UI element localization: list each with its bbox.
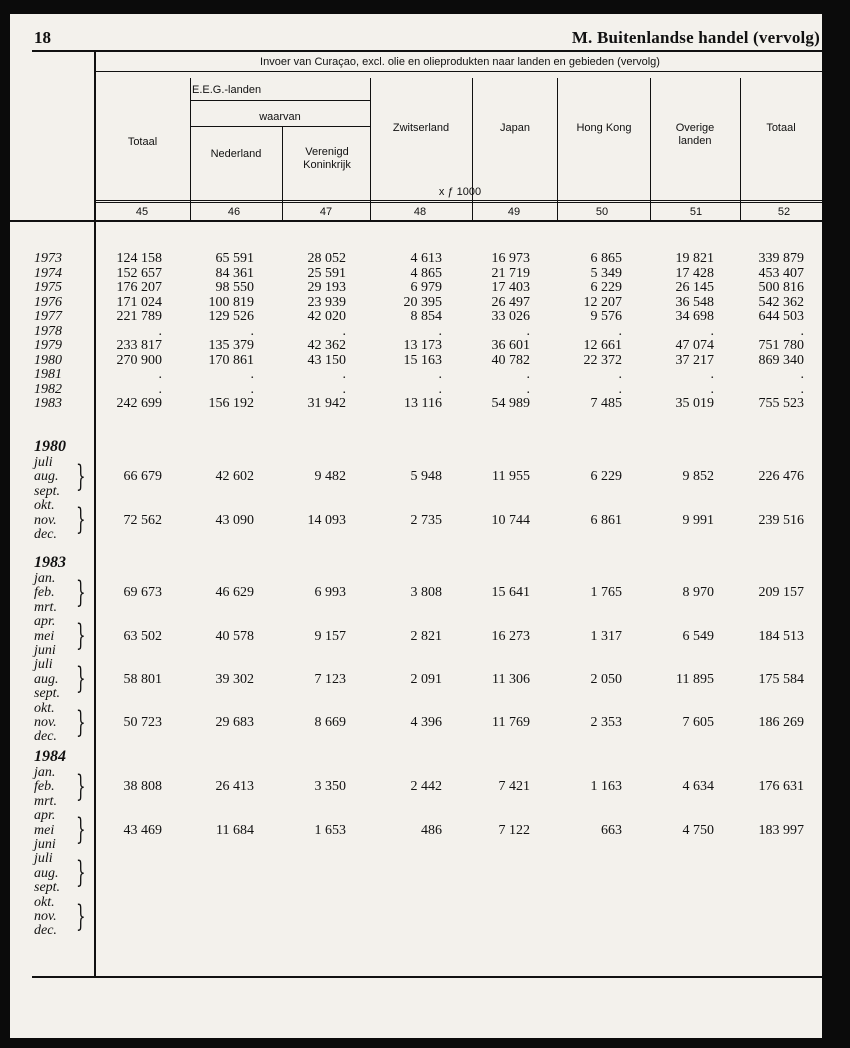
table-cell: 751 780 — [758, 338, 804, 353]
col-sep — [190, 78, 191, 222]
table-cell: 23 939 — [307, 294, 346, 310]
table-cell: 47 074 — [675, 338, 714, 353]
table-cell: 1 163 — [590, 779, 622, 795]
quarter-brace: } — [76, 459, 86, 494]
table-cell: 29 683 — [215, 715, 254, 730]
row-label-month: okt. — [34, 894, 55, 910]
table-cell: 46 629 — [215, 585, 254, 601]
table-cell: 36 601 — [491, 338, 530, 353]
table-cell: 42 362 — [307, 338, 346, 353]
table-cell: 7 123 — [314, 671, 346, 687]
period-year-heading: 1983 — [34, 554, 66, 571]
table-cell: 453 407 — [758, 265, 804, 281]
running-head: M. Buitenlandse handel (vervolg) — [571, 28, 820, 47]
table-cell: 37 217 — [675, 352, 714, 368]
table-cell: 31 942 — [307, 396, 346, 411]
table-cell: 43 090 — [215, 512, 254, 528]
table-cell: . — [342, 381, 346, 397]
row-label-month: nov. — [34, 512, 57, 528]
table-cell: 43 469 — [123, 822, 162, 838]
table-cell: 63 502 — [123, 628, 162, 644]
table-cell: 2 735 — [410, 512, 442, 528]
table-cell: . — [800, 381, 804, 397]
table-cell: . — [438, 381, 442, 397]
table-cell: 1 653 — [314, 822, 346, 838]
table-cell: . — [250, 381, 254, 397]
table-cell: 17 428 — [675, 265, 714, 281]
table-cell: 5 349 — [590, 265, 622, 281]
table-cell: 38 808 — [123, 779, 162, 795]
col-header-nederland: Nederland — [210, 148, 262, 160]
table-cell: 6 229 — [590, 280, 622, 295]
colnum-top-rule — [96, 202, 822, 203]
table-title: Invoer van Curaçao, excl. olie en olieprodukten naar landen en gebieden (vervolg) — [260, 56, 660, 68]
table-cell: 186 269 — [758, 715, 804, 730]
row-label-year: 1974 — [34, 265, 62, 281]
table-cell: 50 723 — [123, 715, 162, 730]
table-cell: 28 052 — [307, 251, 346, 266]
table-cell: . — [526, 367, 530, 382]
row-label-month: juni — [34, 837, 56, 852]
table-cell: 209 157 — [758, 585, 804, 601]
table-cell: . — [618, 367, 622, 382]
table-cell: 15 641 — [491, 585, 530, 601]
row-label-month: sept. — [34, 483, 61, 499]
row-label-month: dec. — [34, 729, 57, 745]
table-bottom-rule — [32, 976, 822, 978]
row-label-month: feb. — [34, 779, 55, 795]
table-cell: 72 562 — [123, 512, 162, 528]
table-cell: 183 997 — [758, 822, 804, 838]
col-sep — [472, 78, 473, 222]
table-cell: . — [710, 323, 714, 339]
row-label-month: sept. — [34, 686, 61, 702]
table-cell: . — [710, 367, 714, 382]
col-sep — [282, 126, 283, 222]
col-number: 49 — [507, 206, 521, 218]
col-number: 48 — [413, 206, 427, 218]
table-cell: 11 955 — [492, 469, 530, 485]
table-cell: 644 503 — [758, 309, 804, 324]
table-cell: . — [438, 323, 442, 339]
table-cell: 7 605 — [682, 715, 714, 730]
table-cell: 42 602 — [215, 469, 254, 485]
table-cell: . — [250, 323, 254, 339]
table-cell: 84 361 — [215, 265, 254, 281]
table-cell: 1 765 — [590, 585, 622, 601]
table-cell: 7 485 — [590, 396, 622, 411]
table-cell: 20 395 — [403, 294, 442, 310]
row-label-month: nov. — [34, 715, 57, 730]
unit-label: x ƒ 1000 — [438, 186, 482, 198]
col-header-overige-landen: Overige landen — [675, 122, 715, 147]
row-label-month: okt. — [34, 498, 55, 514]
table-cell: 17 403 — [491, 280, 530, 295]
row-label-month: mrt. — [34, 599, 57, 615]
table-cell: 486 — [421, 822, 442, 838]
table-cell: 9 852 — [682, 469, 714, 485]
row-label-year: 1975 — [34, 280, 62, 295]
table-cell: 12 661 — [583, 338, 622, 353]
table-cell: 12 207 — [583, 294, 622, 310]
table-top-rule — [32, 50, 822, 52]
waarvan-header: waarvan — [259, 111, 301, 123]
table-cell: 4 865 — [410, 265, 442, 281]
page-number: 18 — [34, 28, 51, 47]
row-label-month: mrt. — [34, 793, 57, 809]
period-year-heading: 1984 — [34, 748, 66, 765]
row-label-year: 1973 — [34, 251, 62, 266]
document-page — [10, 14, 822, 1038]
row-label-month: apr. — [34, 614, 56, 630]
table-cell: . — [158, 367, 162, 382]
table-cell: 171 024 — [116, 294, 162, 310]
table-cell: 135 379 — [208, 338, 254, 353]
col-number: 51 — [689, 206, 703, 218]
table-cell: 9 991 — [682, 512, 714, 528]
col-header-totaal: Totaal — [127, 136, 158, 148]
table-cell: 2 091 — [410, 671, 442, 687]
row-label-month: aug. — [34, 865, 59, 881]
col-header-zwitserland: Zwitserland — [392, 122, 450, 134]
table-cell: 6 229 — [590, 469, 622, 485]
table-cell: 1 317 — [590, 628, 622, 644]
table-cell: 11 684 — [216, 822, 254, 838]
table-cell: 34 698 — [675, 309, 714, 324]
table-cell: 6 549 — [682, 628, 714, 644]
table-cell: 663 — [601, 822, 622, 838]
row-label-month: jan. — [34, 765, 56, 780]
col-number: 45 — [135, 206, 149, 218]
table-cell: 4 613 — [410, 251, 442, 266]
table-cell: 65 591 — [215, 251, 254, 266]
table-cell: 226 476 — [758, 469, 804, 485]
table-cell: 11 895 — [676, 671, 714, 687]
row-label-year: 1977 — [34, 309, 62, 324]
quarter-brace: } — [76, 898, 86, 934]
period-year-heading: 1980 — [34, 438, 66, 455]
table-cell: 29 193 — [307, 280, 346, 295]
table-cell: 7 421 — [498, 779, 530, 795]
table-cell: 755 523 — [758, 396, 804, 411]
col-number: 52 — [777, 206, 791, 218]
col-header-totaal-2: Totaal — [766, 122, 796, 134]
table-cell: 221 789 — [116, 309, 162, 324]
eeg-header: E.E.G.-landen — [192, 84, 262, 96]
table-cell: 33 026 — [491, 309, 530, 324]
eeg-rule — [190, 100, 370, 101]
table-cell: 4 750 — [682, 822, 714, 838]
row-label-month: jan. — [34, 571, 56, 586]
table-cell: 4 396 — [410, 715, 442, 730]
col-header-verenigd-koninkrijk: Verenigd Koninkrijk — [303, 146, 351, 171]
table-cell: 3 350 — [314, 779, 346, 795]
row-label-year: 1980 — [34, 352, 62, 368]
table-cell: 36 548 — [675, 294, 714, 310]
table-cell: 6 861 — [590, 512, 622, 528]
table-cell: 10 744 — [491, 512, 530, 528]
table-cell: 500 816 — [758, 280, 804, 295]
row-label-month: sept. — [34, 880, 61, 896]
table-cell: 98 550 — [215, 280, 254, 295]
quarter-brace: } — [76, 855, 86, 891]
row-label-month: okt. — [34, 700, 55, 716]
quarter-brace: } — [76, 502, 86, 538]
table-cell: 270 900 — [116, 352, 162, 368]
table-cell: 6 979 — [410, 280, 442, 295]
col-number: 47 — [319, 206, 333, 218]
table-cell: 6 865 — [590, 251, 622, 266]
table-cell: . — [158, 381, 162, 397]
row-label-month: juli — [34, 455, 53, 470]
table-cell: 11 306 — [492, 671, 530, 687]
table-cell: 11 769 — [492, 715, 530, 730]
table-cell: . — [618, 323, 622, 339]
row-label-year: 1982 — [34, 381, 62, 397]
table-cell: 239 516 — [758, 512, 804, 528]
table-cell: 129 526 — [208, 309, 254, 324]
table-cell: 124 158 — [116, 251, 162, 266]
table-cell: 339 879 — [758, 251, 804, 266]
row-label-month: aug. — [34, 671, 59, 687]
table-cell: 8 970 — [682, 585, 714, 601]
table-cell: 233 817 — [116, 338, 162, 353]
table-cell: 9 576 — [590, 309, 622, 324]
table-cell: 3 808 — [410, 585, 442, 601]
table-cell: 13 116 — [404, 396, 442, 411]
table-cell: 40 578 — [215, 628, 254, 644]
row-label-month: feb. — [34, 585, 55, 601]
colnum-bottom-rule — [10, 220, 822, 222]
row-label-month: dec. — [34, 923, 57, 939]
table-cell: 19 821 — [675, 251, 714, 266]
table-cell: 43 150 — [307, 352, 346, 368]
table-cell: 4 634 — [682, 779, 714, 795]
table-cell: 40 782 — [491, 352, 530, 368]
table-cell: 22 372 — [583, 352, 622, 368]
row-label-year: 1976 — [34, 294, 62, 310]
table-cell: 542 362 — [758, 294, 804, 310]
table-cell: 25 591 — [307, 265, 346, 281]
row-label-year: 1981 — [34, 367, 62, 382]
table-cell: 242 699 — [116, 396, 162, 411]
table-cell: 176 631 — [758, 779, 804, 795]
table-cell: 170 861 — [208, 352, 254, 368]
table-cell: 175 584 — [758, 671, 804, 687]
table-cell: 2 442 — [410, 779, 442, 795]
table-cell: 184 513 — [758, 628, 804, 644]
table-cell: 2 821 — [410, 628, 442, 644]
quarter-brace: } — [76, 618, 86, 654]
header-bottom-rule — [96, 200, 822, 201]
table-cell: . — [526, 381, 530, 397]
col-sep — [740, 78, 741, 222]
row-label-month: juli — [34, 851, 53, 867]
row-label-month: dec. — [34, 527, 57, 542]
table-cell: 66 679 — [123, 469, 162, 485]
table-cell: 7 122 — [498, 822, 530, 838]
table-cell: 13 173 — [403, 338, 442, 353]
table-cell: 8 669 — [314, 715, 346, 730]
table-cell: . — [342, 323, 346, 339]
table-cell: . — [342, 367, 346, 382]
quarter-brace: } — [76, 769, 86, 804]
col-header-hong-kong: Hong Kong — [576, 122, 632, 134]
quarter-brace: } — [76, 812, 86, 848]
table-cell: 9 482 — [314, 469, 346, 485]
table-cell: 16 973 — [491, 251, 530, 266]
col-sep — [370, 78, 371, 222]
table-cell: 69 673 — [123, 585, 162, 601]
table-cell: 39 302 — [215, 671, 254, 687]
table-cell: 176 207 — [116, 280, 162, 295]
table-cell: 152 657 — [116, 265, 162, 281]
table-cell: 156 192 — [208, 396, 254, 411]
col-number: 46 — [227, 206, 241, 218]
table-cell: 21 719 — [491, 265, 530, 281]
table-cell: . — [618, 381, 622, 397]
table-cell: 2 353 — [590, 715, 622, 730]
table-cell: 58 801 — [123, 671, 162, 687]
row-label-year: 1978 — [34, 323, 62, 339]
row-label-year: 1983 — [34, 396, 62, 411]
quarter-brace: } — [76, 575, 86, 610]
table-cell: 15 163 — [403, 352, 442, 368]
table-cell: . — [526, 323, 530, 339]
table-cell: . — [800, 367, 804, 382]
table-cell: . — [158, 323, 162, 339]
table-cell: 8 854 — [410, 309, 442, 324]
col-number: 50 — [595, 206, 609, 218]
row-label-month: juli — [34, 657, 53, 673]
table-cell: 9 157 — [314, 628, 346, 644]
table-cell: 35 019 — [675, 396, 714, 411]
table-cell: 14 093 — [307, 512, 346, 528]
row-label-month: mei — [34, 822, 55, 838]
row-label-month: mei — [34, 628, 55, 644]
table-cell: 100 819 — [208, 294, 254, 310]
table-cell: 26 497 — [491, 294, 530, 310]
row-label-month: nov. — [34, 909, 57, 924]
title-rule — [96, 71, 822, 72]
col-sep — [650, 78, 651, 222]
row-label-year: 1979 — [34, 338, 62, 353]
row-label-month: apr. — [34, 808, 56, 824]
row-label-month: aug. — [34, 469, 59, 485]
quarter-brace: } — [76, 661, 86, 697]
table-cell: 869 340 — [758, 352, 804, 368]
table-cell: . — [710, 381, 714, 397]
table-cell: 26 413 — [215, 779, 254, 795]
table-cell: 2 050 — [590, 671, 622, 687]
waarvan-rule — [190, 126, 370, 127]
table-cell: 42 020 — [307, 309, 346, 324]
table-cell: . — [438, 367, 442, 382]
table-cell: . — [250, 367, 254, 382]
table-cell: 54 989 — [491, 396, 530, 411]
col-sep — [557, 78, 558, 222]
table-cell: 5 948 — [410, 469, 442, 485]
table-cell: 16 273 — [491, 628, 530, 644]
row-label-month: juni — [34, 643, 56, 658]
quarter-brace: } — [76, 704, 86, 740]
table-cell: 26 145 — [675, 280, 714, 295]
col-header-japan: Japan — [500, 122, 530, 134]
table-cell: . — [800, 323, 804, 339]
table-cell: 6 993 — [314, 585, 346, 601]
